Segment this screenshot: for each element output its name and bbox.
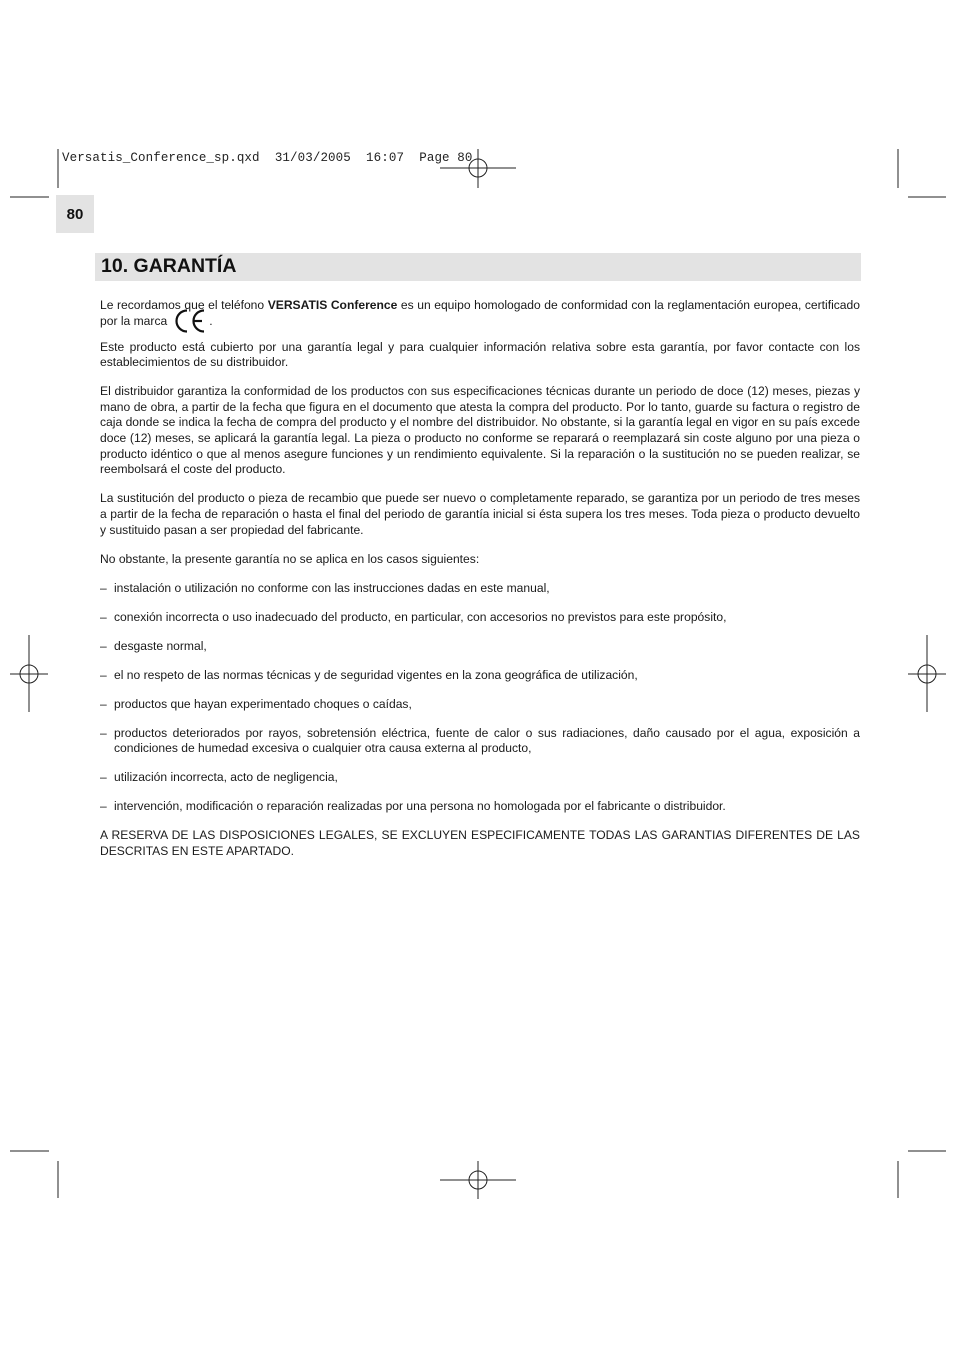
registration-mark-right [908, 635, 946, 712]
paragraph: El distribuidor garantiza la conformidad de los productos con sus especificaciones técnicas durante un periodo de doce (12) meses, piezas y mano de obra, a partir de la fecha que figura en el documento que atesta la compra del producto. Por lo tanto, guarde su factura o registro de caja donde se indica la fecha de compra del producto y el nombre del distribuidor. No obstante, si la garantía legal en vigor en su país excede doce (12) meses, se aplicará la garantía legal. La pieza o producto no conforme se reparará o reemplazará sin coste alguno por una pieza o producto idéntico o que al menos asegure funciones y un rendimiento equivalente. Si la reparación o la sustitución no se pueden realizar, se reembolsará el coste del producto. [100, 384, 860, 477]
list-item-text: intervención, modificación o reparación realizadas por una persona no homologada por el fabricante o distribuidor. [114, 799, 726, 814]
paragraph: Este producto está cubierto por una garantía legal y para cualquier información relativa sobre esta garantía, por favor contacte con los establecimientos de su distribuidor. [100, 339, 860, 370]
list-item [100, 668, 860, 684]
intro-end: . [209, 313, 213, 328]
list-item-text: conexión incorrecta o uso inadecuado del producto, en particular, con accesorios no previstos para este propósito, [114, 609, 727, 624]
list-item-text: productos deteriorados por rayos, sobretensión eléctrica, fuente de calor o sus radiaciones, daño causado por el agua, exposición a condiciones de humedad excesiva o cualquier otra causa externa al producto, [114, 725, 860, 756]
warranty-text [100, 298, 860, 859]
list-item-text: instalación o utilización no conforme con las instrucciones dadas en este manual, [114, 580, 550, 595]
intro-paragraph [100, 298, 860, 330]
list-item [100, 610, 860, 626]
list-item [100, 581, 860, 597]
file-slug-line: Versatis_Conference_sp.qxd 31/03/2005 16:07 Page 80 [62, 151, 473, 165]
list-item-text: utilización incorrecta, acto de negligencia, [114, 770, 338, 785]
registration-mark-bottom [440, 1161, 516, 1199]
paragraph: No obstante, la presente garantía no se aplica en los casos siguientes: [100, 551, 480, 566]
list-item-text: productos que hayan experimentado choques o caídas, [114, 696, 412, 711]
list-dash: – [100, 667, 107, 682]
list-dash: – [100, 725, 107, 740]
closing-disclaimer: A RESERVA DE LAS DISPOSICIONES LEGALES, SE EXCLUYEN ESPECIFICAMENTE TODAS LAS GARANTIAS DIFERENTES DE LAS DESCRITAS EN ESTE APARTADO. [100, 828, 860, 858]
list-dash: – [100, 580, 107, 595]
intro-after: es un equipo homologado de conformidad con la reglamentación europea, certificado por la marca [100, 298, 860, 328]
section-title-bar [95, 253, 861, 281]
list-dash: – [100, 696, 107, 711]
list-item-text: el no respeto de las normas técnicas y de seguridad vigentes en la zona geográfica de utilización, [114, 667, 638, 682]
ce-mark-icon [173, 308, 207, 334]
list-item [100, 770, 860, 786]
registration-mark-left [10, 635, 48, 712]
list-dash: – [100, 770, 107, 785]
intro-before: Le recordamos que el teléfono [100, 298, 268, 312]
list-item-text: desgaste normal, [114, 638, 207, 653]
list-item [100, 799, 860, 815]
list-item [100, 697, 860, 713]
list-dash: – [100, 609, 107, 624]
list-dash: – [100, 638, 107, 653]
section-title: 10. GARANTÍA [101, 255, 237, 277]
paragraph: La sustitución del producto o pieza de recambio que puede ser nuevo o completamente reparado, se garantiza por un periodo de tres meses a partir de la fecha de reparación o hasta el final del periodo de garantía inicial si ésta supera los tres meses. Toda pieza o producto devuelto y sustituido pasan a ser propiedad del fabricante. [100, 491, 860, 537]
page-number: 80 [56, 195, 94, 233]
list-item [100, 639, 860, 655]
list-dash: – [100, 799, 107, 814]
product-brand: VERSATIS Conference [267, 298, 398, 312]
list-item [100, 726, 860, 757]
exclusions-list [100, 581, 860, 815]
